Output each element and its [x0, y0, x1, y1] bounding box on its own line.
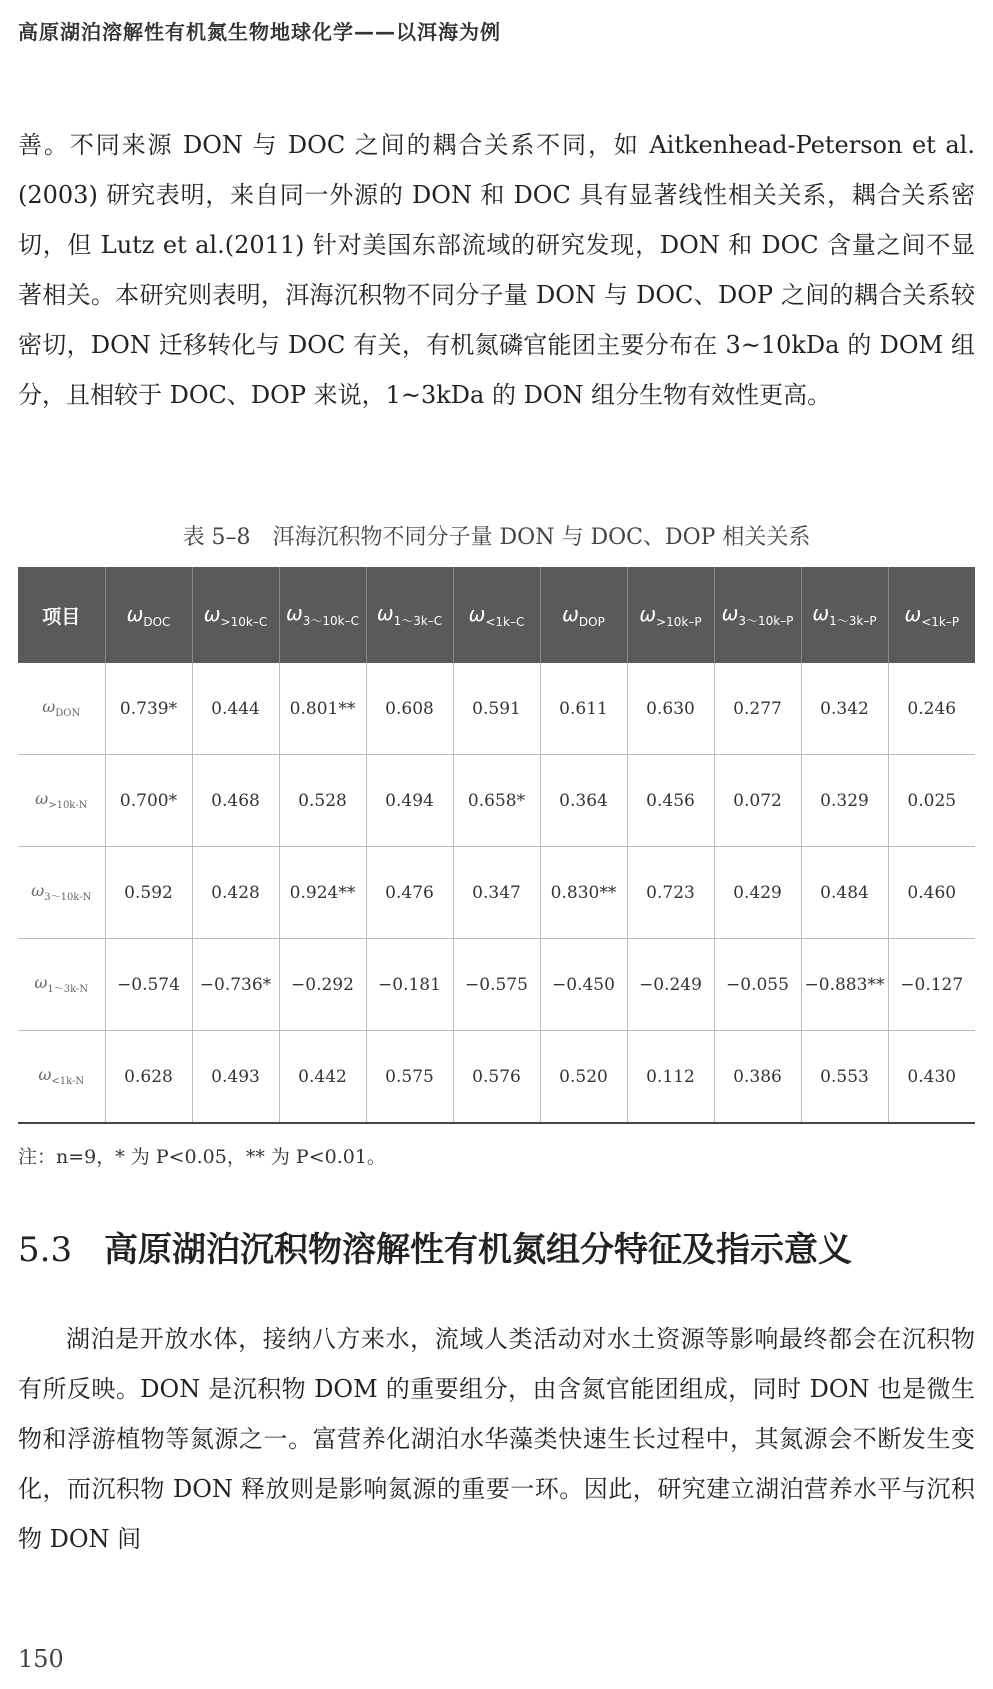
table-cell: 0.456: [627, 755, 714, 847]
table-cell: 0.592: [105, 847, 192, 939]
table-cell: 0.576: [453, 1031, 540, 1124]
corner-header: 项目: [18, 567, 105, 663]
column-header: $\omega_{>10k-P}$: [627, 567, 714, 663]
table-caption: 表 5–8 洱海沉积物不同分子量 DON 与 DOC、DOP 相关关系: [182, 525, 811, 550]
table-cell: 0.611: [540, 663, 627, 755]
table-cell: 0.484: [801, 847, 888, 939]
table-cell: 0.468: [192, 755, 279, 847]
table-cell: 0.723: [627, 847, 714, 939]
table-cell: 0.025: [888, 755, 975, 847]
table-cell: 0.520: [540, 1031, 627, 1124]
column-header: $\omega_{DOP}$: [540, 567, 627, 663]
column-header: $\omega_{1\sim 3k-P}$: [801, 567, 888, 663]
table-cell: −0.450: [540, 939, 627, 1031]
table-cell: 0.347: [453, 847, 540, 939]
column-header: $\omega_{3\sim 10k-C}$: [279, 567, 366, 663]
table-cell: 0.072: [714, 755, 801, 847]
table-cell: 0.528: [279, 755, 366, 847]
table-cell: 0.628: [105, 1031, 192, 1124]
table-note: 注：n=9，* 为 P<0.05，** 为 P<0.01。: [18, 1146, 386, 1168]
body-paragraph-1: 善。不同来源 DON 与 DOC 之间的耦合关系不同，如 Aitkenhead-Peterson et al. (2003) 研究表明，来自同一外源的 DON 和 DOC 具有显著线性相关关系，耦合关系密切，但 Lutz et al.(2011) 针对美国东部流域的研究发现，DON 和 DOC 含量之间不显著相关。本研究则表明，洱海沉积物不同分子量 DON 与 DOC、DOP 之间的耦合关系较密切，DON 迁移转化与 DOC 有关，有机氮磷官能团主要分布在 3~10kDa 的 DOM 组分，且相较于 DOC、DOP 来说，1~3kDa 的 DON 组分生物有效性更高。: [18, 131, 975, 409]
column-header: $\omega_{<1k-P}$: [888, 567, 975, 663]
table-cell: −0.181: [366, 939, 453, 1031]
column-header: $\omega_{DOC}$: [105, 567, 192, 663]
running-header: 高原湖泊溶解性有机氮生物地球化学——以洱海为例: [18, 20, 501, 44]
table-cell: 0.364: [540, 755, 627, 847]
table-cell: 0.493: [192, 1031, 279, 1124]
correlation-table: [18, 567, 975, 1124]
table-cell: 0.830**: [540, 847, 627, 939]
table-cell: 0.277: [714, 663, 801, 755]
table-cell: 0.444: [192, 663, 279, 755]
column-header: $\omega_{>10k-C}$: [192, 567, 279, 663]
table-header-row: [18, 567, 975, 663]
table-cell: 0.575: [366, 1031, 453, 1124]
table-cell: −0.883**: [801, 939, 888, 1031]
row-header: $\omega_{<1k-N}$: [18, 1031, 105, 1124]
table-cell: 0.386: [714, 1031, 801, 1124]
table-row: [18, 939, 975, 1031]
column-header: $\omega_{1\sim 3k-C}$: [366, 567, 453, 663]
section-number: 5.3: [18, 1230, 73, 1270]
table-row: [18, 755, 975, 847]
table-cell: 0.430: [888, 1031, 975, 1124]
table-cell: 0.429: [714, 847, 801, 939]
table-cell: −0.574: [105, 939, 192, 1031]
row-header: $\omega_{1\sim 3k-N}$: [18, 939, 105, 1031]
row-header: $\omega_{>10k-N}$: [18, 755, 105, 847]
table-cell: −0.055: [714, 939, 801, 1031]
table-cell: −0.249: [627, 939, 714, 1031]
table-cell: 0.246: [888, 663, 975, 755]
table-cell: −0.292: [279, 939, 366, 1031]
table-cell: 0.924**: [279, 847, 366, 939]
table-cell: 0.342: [801, 663, 888, 755]
table-cell: 0.739*: [105, 663, 192, 755]
table-cell: 0.442: [279, 1031, 366, 1124]
row-header: $\omega_{3\sim 10k-N}$: [18, 847, 105, 939]
table-cell: 0.553: [801, 1031, 888, 1124]
table-cell: −0.127: [888, 939, 975, 1031]
table-row: [18, 663, 975, 755]
table-cell: 0.608: [366, 663, 453, 755]
table-cell: 0.460: [888, 847, 975, 939]
table-row: [18, 1031, 975, 1124]
page-number: 150: [18, 1645, 64, 1673]
table-cell: 0.591: [453, 663, 540, 755]
table-cell: 0.112: [627, 1031, 714, 1124]
body-paragraph-2: 湖泊是开放水体，接纳八方来水，流域人类活动对水土资源等影响最终都会在沉积物有所反映。DON 是沉积物 DOM 的重要组分，由含氮官能团组成，同时 DON 也是微生物和浮游植物等氮源之一。富营养化湖泊水华藻类快速生长过程中，其氮源会不断发生变化，而沉积物 DON 释放则是影响氮源的重要一环。因此，研究建立湖泊营养水平与沉积物 DON 间: [18, 1325, 975, 1553]
table-cell: −0.736*: [192, 939, 279, 1031]
table-cell: −0.575: [453, 939, 540, 1031]
table-cell: 0.801**: [279, 663, 366, 755]
row-header: $\omega_{DON}$: [18, 663, 105, 755]
table-cell: 0.494: [366, 755, 453, 847]
table-cell: 0.658*: [453, 755, 540, 847]
column-header: $\omega_{3\sim 10k-P}$: [714, 567, 801, 663]
table-cell: 0.700*: [105, 755, 192, 847]
table-cell: 0.476: [366, 847, 453, 939]
section-heading: [18, 1222, 852, 1271]
table-cell: 0.428: [192, 847, 279, 939]
section-title: 高原湖泊沉积物溶解性有机氮组分特征及指示意义: [104, 1230, 852, 1270]
table-cell: 0.630: [627, 663, 714, 755]
table-cell: 0.329: [801, 755, 888, 847]
table-row: [18, 847, 975, 939]
column-header: $\omega_{<1k-C}$: [453, 567, 540, 663]
